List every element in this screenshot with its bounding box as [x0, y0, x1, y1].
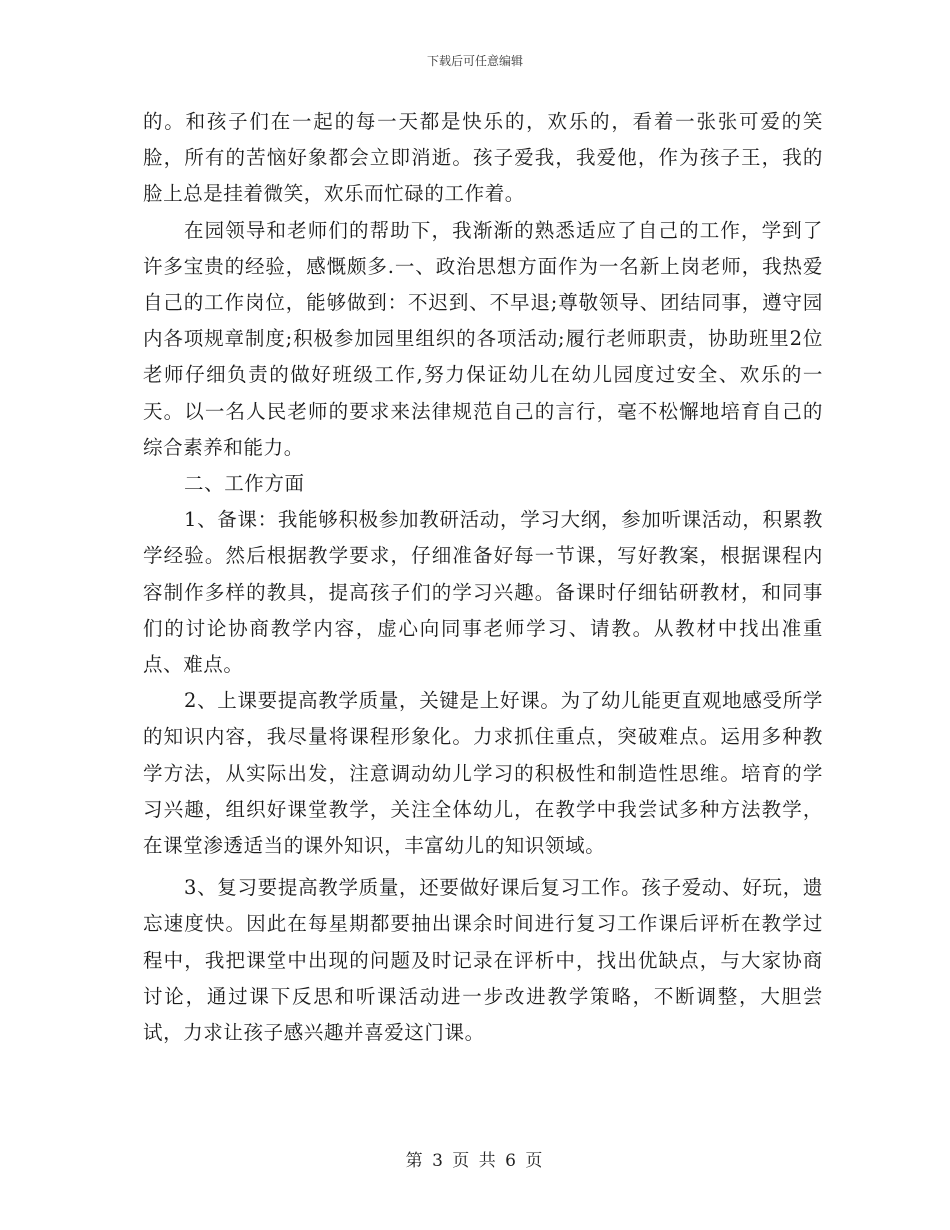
paragraph-2: 在园领导和老师们的帮助下，我渐渐的熟悉适应了自己的工作，学到了许多宝贵的经验，感慨颇多.一、政治思想方面作为一名新上岗老师，我热爱自己的工作岗位，能够做到：不迟到、不早退;尊敬领导、团结同事，遵守园内各项规章制度;积极参加园里组织的各项活动;履行老师职责，协助班里2位老师仔细负责的做好班级工作,努力保证幼儿在幼儿园度过安全、欢乐的一天。以一名人民老师的要求来法律规范自己的言行，毫不松懈地培育自己的综合素养和能力。 — [143, 218, 823, 459]
document-body — [143, 104, 823, 1051]
paragraph-teaching: 2、上课要提高教学质量，关键是上好课。为了幼儿能更直观地感受所学的知识内容，我尽量将课程形象化。力求抓住重点，突破难点。运用多种教学方法，从实际出发，注意调动幼儿学习的积极性和制造性思维。培育的学习兴趣，组织好课堂教学，关注全体幼儿，在教学中我尝试多种方法教学，在课堂渗透适当的课外知识，丰富幼儿的知识领域。 — [143, 689, 823, 858]
page-footer: 第 3 页 共 6 页 — [405, 1151, 545, 1171]
section-heading-work: 二、工作方面 — [184, 472, 305, 496]
page-header: 下载后可任意编辑 — [426, 54, 523, 68]
paragraph-review: 3、复习要提高教学质量，还要做好课后复习工作。孩子爱动、好玩，遗忘速度快。因此在每星期都要抽出课余时间进行复习工作课后评析在教学过程中，我把课堂中出现的问题及时记录在评析中，找出优缺点，与大家协商讨论，通过课下反思和听课活动进一步改进教学策略，不断调整，大胆尝试，力求让孩子感兴趣并喜爱这门课。 — [143, 876, 823, 1045]
paragraph-lesson-prep: 1、备课：我能够积极参加教研活动，学习大纲，参加听课活动，积累教学经验。然后根据教学要求，仔细准备好每一节课，写好教案，根据课程内容制作多样的教具，提高孩子们的学习兴趣。备课时仔细钻研教材，和同事们的讨论协商教学内容，虚心向同事老师学习、请教。从教材中找出准重点、难点。 — [143, 508, 823, 677]
paragraph-1: 的。和孩子们在一起的每一天都是快乐的，欢乐的，看着一张张可爱的笑脸，所有的苦恼好象都会立即消逝。孩子爱我，我爱他，作为孩子王，我的脸上总是挂着微笑，欢乐而忙碌的工作着。 — [143, 110, 823, 206]
